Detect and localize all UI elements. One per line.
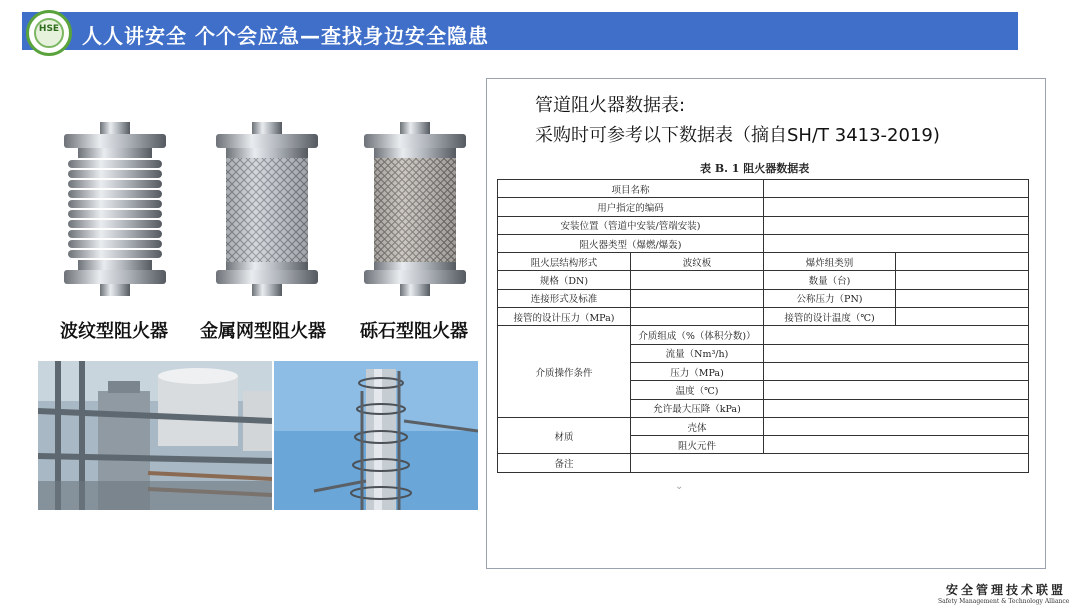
table-cell	[896, 271, 1029, 289]
table-cell: 允许最大压降（kPa)	[631, 399, 764, 417]
table-cell: 阻火层结构形式	[498, 253, 631, 271]
table-cell	[631, 308, 764, 326]
table-cell	[764, 436, 1029, 454]
table-cell: 流量（Nm³/h)	[631, 344, 764, 362]
datasheet-heading: 管道阻火器数据表:	[535, 95, 686, 116]
table-cell: 压力（MPa)	[631, 362, 764, 380]
corrugated-flame-arrester-image	[60, 120, 170, 300]
table-cell: 接管的设计压力（MPa)	[498, 308, 631, 326]
refinery-tanks-photo	[38, 361, 272, 510]
table-cell: 规格（DN)	[498, 271, 631, 289]
chevron-down-icon: ⌄	[675, 481, 684, 492]
table-cell	[896, 253, 1029, 271]
table-cell	[764, 381, 1029, 399]
table-cell: 接管的设计温度（℃)	[764, 308, 896, 326]
caption-gravel: 砾石型阻火器	[360, 321, 468, 342]
distillation-tower-photo	[274, 361, 478, 510]
table-cell: 安装位置（管道中安装/管端安装)	[498, 216, 764, 234]
table-cell	[896, 308, 1029, 326]
table-row	[498, 234, 1029, 252]
table-row	[498, 326, 1029, 344]
table-cell: 公称压力（PN)	[764, 289, 896, 307]
caption-corrugated: 波纹型阻火器	[60, 321, 168, 342]
footer-org-name: 安全管理技术联盟	[946, 583, 1067, 597]
table-cell: 用户指定的编码	[498, 198, 764, 216]
table-row	[498, 289, 1029, 307]
table-cell	[631, 289, 764, 307]
table-row	[498, 417, 1029, 435]
table-cell	[896, 289, 1029, 307]
table-cell: 材质	[498, 417, 631, 454]
gravel-flame-arrester-image	[360, 120, 470, 300]
table-cell	[764, 198, 1029, 216]
table-cell: 波纹板	[631, 253, 764, 271]
table-row	[498, 180, 1029, 198]
caption-metal-mesh: 金属网型阻火器	[200, 321, 326, 342]
datasheet-subheading: 采购时可参考以下数据表（摘自SH/T 3413-2019)	[535, 125, 940, 146]
table-cell	[764, 417, 1029, 435]
table-cell: 介质操作条件	[498, 326, 631, 417]
table-cell	[764, 326, 1029, 344]
table-cell: 数量（台)	[764, 271, 896, 289]
table-cell	[764, 344, 1029, 362]
hse-logo	[26, 10, 72, 56]
hse-logo-text: HSE	[38, 24, 60, 34]
table-cell: 温度（℃)	[631, 381, 764, 399]
table-row	[498, 198, 1029, 216]
table-cell: 介质组成（%（体积分数)）	[631, 326, 764, 344]
table-cell: 阻火器类型（爆燃/爆轰)	[498, 234, 764, 252]
table-row	[498, 454, 1029, 472]
table-cell: 备注	[498, 454, 631, 472]
table-cell: 壳体	[631, 417, 764, 435]
table-cell	[631, 454, 1029, 472]
table-row	[498, 216, 1029, 234]
footer-org-english: Safety Management & Technology Alliance	[938, 598, 1070, 605]
table-cell	[764, 399, 1029, 417]
table-cell: 项目名称	[498, 180, 764, 198]
table-cell	[764, 216, 1029, 234]
table-cell	[764, 362, 1029, 380]
table-row	[498, 308, 1029, 326]
table-row	[498, 253, 1029, 271]
table-row	[498, 271, 1029, 289]
table-cell	[764, 180, 1029, 198]
table-cell: 阻火元件	[631, 436, 764, 454]
table-cell	[764, 234, 1029, 252]
table-cell: 连接形式及标准	[498, 289, 631, 307]
table-caption: 表 B. 1 阻火器数据表	[700, 162, 810, 175]
flame-arrester-datasheet-table	[497, 179, 1029, 473]
table-cell	[631, 271, 764, 289]
table-cell: 爆炸组类别	[764, 253, 896, 271]
metal-mesh-flame-arrester-image	[212, 120, 322, 300]
slide-title: 人人讲安全 个个会应急—查找身边安全隐患	[82, 24, 489, 48]
